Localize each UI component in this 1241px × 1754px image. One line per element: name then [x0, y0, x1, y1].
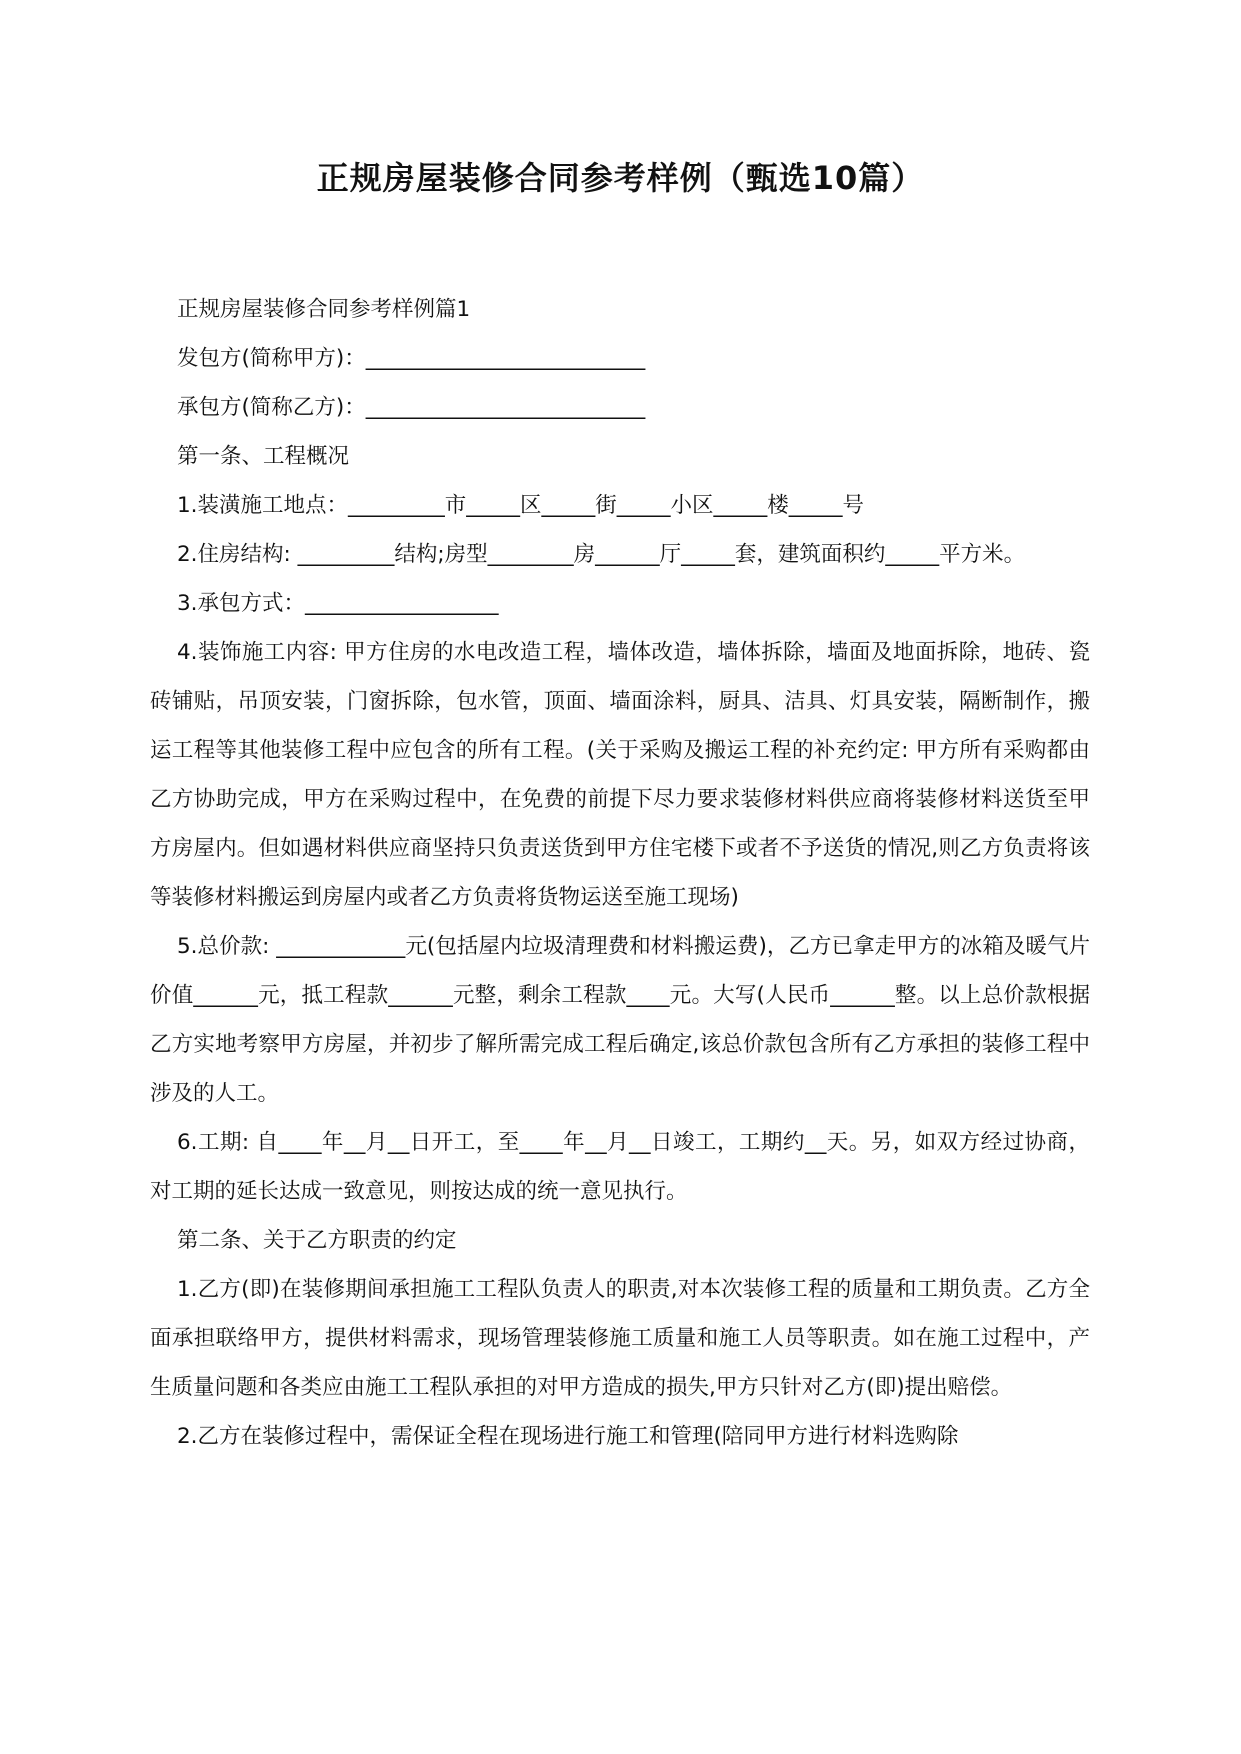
party-a-line: 发包方(简称甲方)：__________________________: [177, 346, 646, 371]
document-title: 正规房屋装修合同参考样例（甄选10篇）: [316, 159, 925, 197]
clause-paragraph: 2.乙方在装修过程中，需保证全程在现场进行施工和管理(陪同甲方进行材料选购除: [177, 1424, 959, 1449]
clause-paragraph: 1.乙方(即)在装修期间承担施工工程队负责人的职责,对本次装修工程的质量和工期负责。乙方全面承担联络甲方，提供材料需求，现场管理装修施工质量和施工人员等职责。如在施工过程中，产生质量问题和各类应由施工工程队承担的对甲方造成的损失,甲方只针对乙方(即)提出赔偿。: [150, 1277, 1090, 1400]
clause-paragraph: 3.承包方式：__________________: [177, 591, 499, 616]
party-b-line: 承包方(简称乙方)：__________________________: [177, 395, 646, 420]
clause-paragraph: 2.住房结构: _________结构;房型________房______厅_____套，建筑面积约_____平方米。: [177, 542, 1026, 567]
clause-paragraph: 6.工期: 自____年__月__日开工，至____年__月__日竣工，工期约__天。另，如双方经过协商，对工期的延长达成一致意见，则按达成的统一意见执行。: [150, 1130, 1090, 1204]
clause-paragraph: 4.装饰施工内容: 甲方住房的水电改造工程，墙体改造，墙体拆除，墙面及地面拆除，地砖、瓷砖铺贴，吊顶安装，门窗拆除，包水管，顶面、墙面涂料，厨具、洁具、灯具安装，隔断制作，搬运工程等其他装修工程中应包含的所有工程。(关于采购及搬运工程的补充约定: 甲方所有采购都由乙方协助完成，甲方在采购过程中，在免费的前提下尽力要求装修材料供应商将装修材料送货至甲方房屋内。但如遇材料供应商坚持只负责送货到甲方住宅楼下或者不予送货的情况,则乙方负责将该等装修材料搬运到房屋内或者乙方负责将货物运送至施工现场): [150, 640, 1090, 910]
section-heading: 正规房屋装修合同参考样例篇1: [177, 297, 471, 322]
article-heading: 第二条、关于乙方职责的约定: [177, 1228, 457, 1253]
article-heading: 第一条、工程概况: [177, 444, 350, 469]
clause-paragraph: 5.总价款: ____________元(包括屋内垃圾清理费和材料搬运费)，乙方已拿走甲方的冰箱及暖气片价值______元，抵工程款______元整，剩余工程款____元。大写(人民币______整。以上总价款根据乙方实地考察甲方房屋，并初步了解所需完成工程后确定,该总价款包含所有乙方承担的装修工程中涉及的人工。: [150, 934, 1090, 1106]
clause-paragraph: 1.装潢施工地点：_________市_____区_____街_____小区_____楼_____号: [177, 493, 865, 518]
document-body: [150, 285, 1090, 1461]
